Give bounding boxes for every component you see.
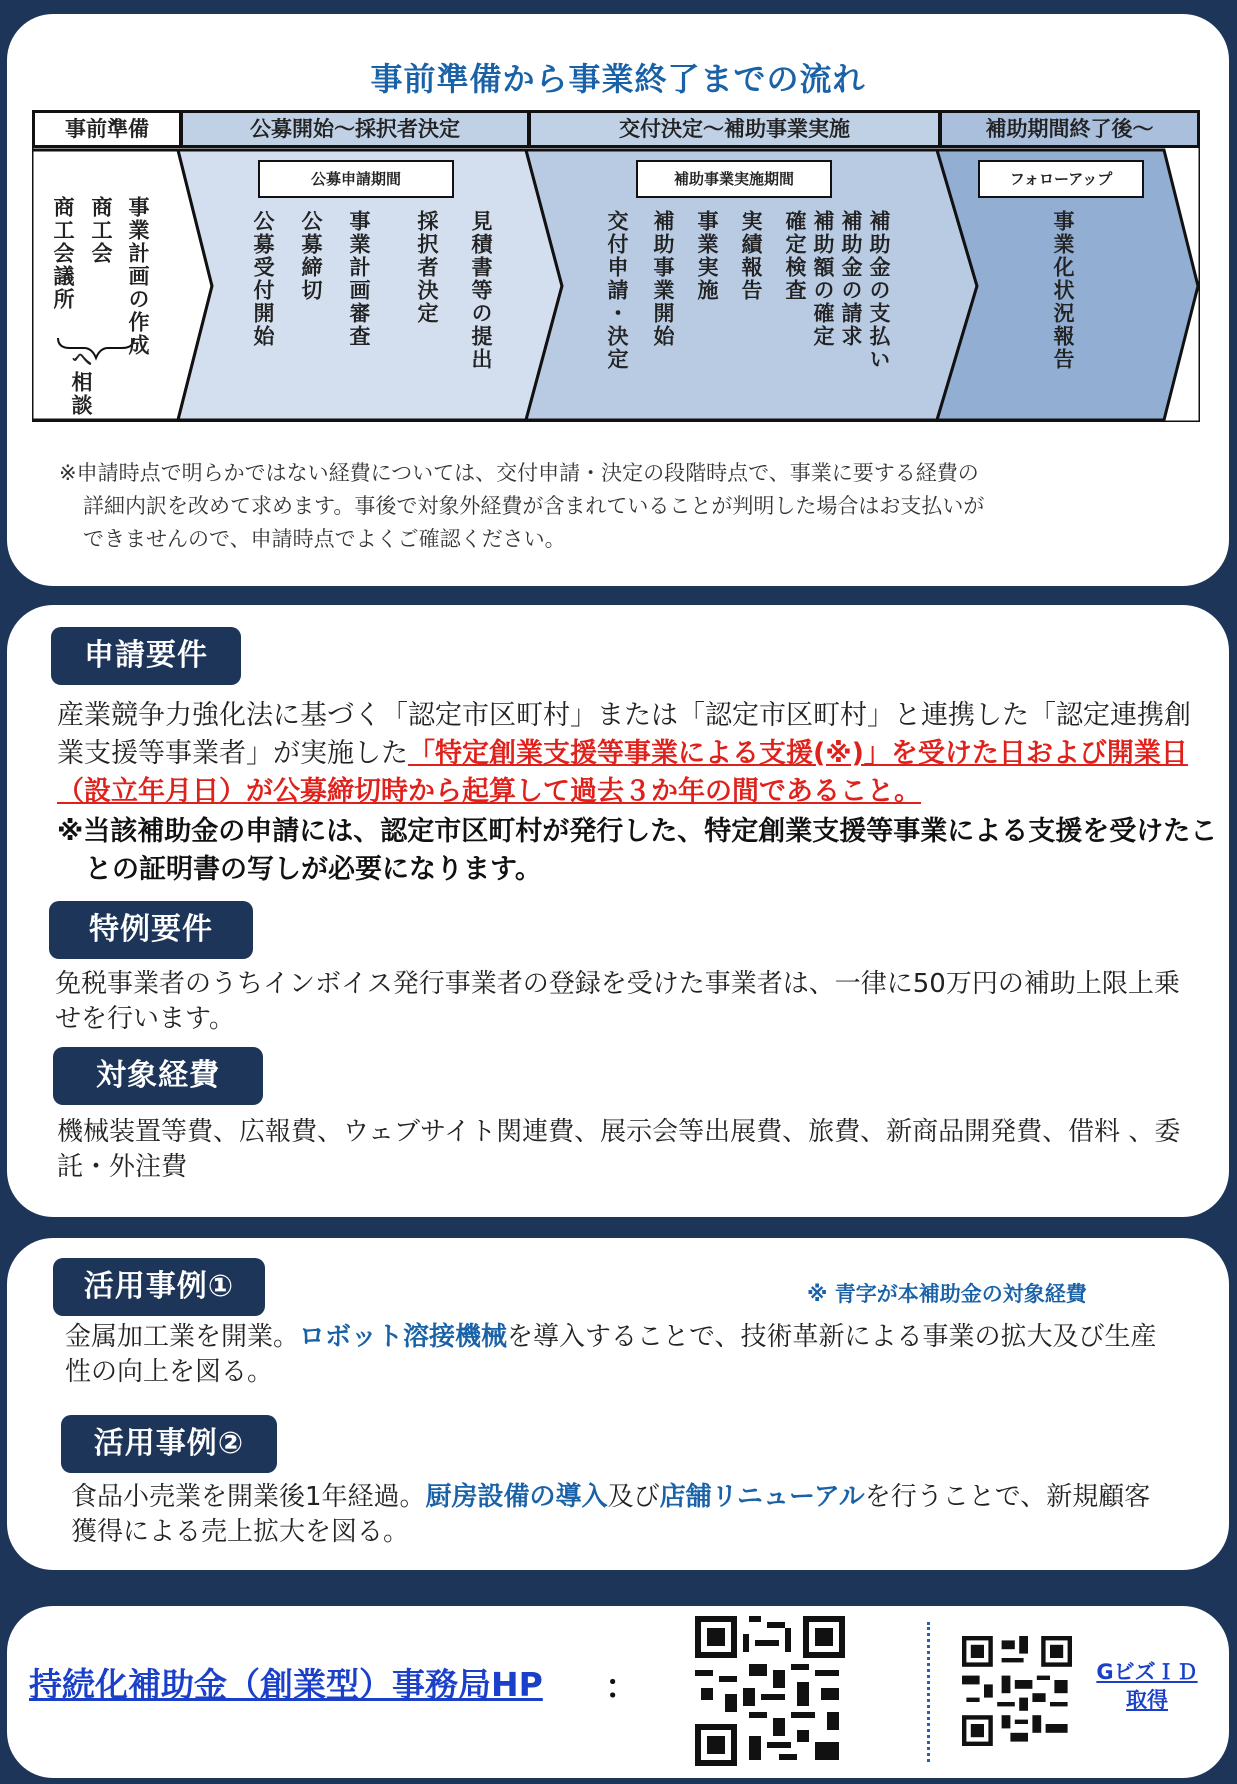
case1-text-a: 金属加工業を開業。 bbox=[65, 1322, 300, 1352]
flow-note bbox=[59, 457, 1189, 556]
gbiz-label-2: 取得 bbox=[1126, 1688, 1168, 1712]
flow-diagram bbox=[32, 110, 1200, 422]
case1-text-b: を導入することで、技術革新による事業の拡大及び生産性の向上を図る。 bbox=[65, 1322, 1157, 1387]
case2-text-b: 及び bbox=[607, 1482, 660, 1512]
step-follow-report: 事業化状況報告 bbox=[1051, 210, 1075, 371]
tag-grant-period: 補助事業実施期間 bbox=[636, 160, 832, 198]
flow-note-line: ※申請時点で明らかではない経費については、交付申請・決定の段階時点で、事業に要する経費の bbox=[59, 461, 979, 485]
case1-cost-robot: ロボット溶接機械 bbox=[299, 1322, 508, 1352]
case1-text bbox=[65, 1320, 1165, 1390]
phase-head-prep: 事前準備 bbox=[32, 110, 182, 148]
costs-title: 対象経費 bbox=[53, 1047, 263, 1105]
hp-link[interactable] bbox=[29, 1659, 543, 1706]
step-grant-inspect: 確定検査 bbox=[783, 210, 807, 302]
case2-title: 活用事例② bbox=[61, 1415, 277, 1473]
gbiz-link[interactable] bbox=[1092, 1658, 1202, 1714]
step-public-quote: 見積書等の提出 bbox=[469, 210, 493, 371]
case-legend: ※ 青字が本補助金の対象経費 bbox=[807, 1282, 1087, 1306]
tag-followup: フォローアップ bbox=[978, 160, 1144, 198]
hp-colon: ： bbox=[605, 1667, 638, 1706]
step-grant-apply: 交付申請・決定 bbox=[605, 210, 629, 371]
gbiz-label-1: GビズＩＤ bbox=[1096, 1660, 1198, 1684]
case2-text-a: 食品小売業を開業後1年経過。 bbox=[71, 1482, 426, 1512]
special-title: 特例要件 bbox=[49, 901, 253, 959]
cases-panel bbox=[7, 1238, 1229, 1570]
step-grant-exec: 事業実施 bbox=[695, 210, 719, 302]
step-grant-payment: 補助金の支払い bbox=[867, 210, 891, 371]
prep-shokokai: 商工会 bbox=[89, 196, 113, 265]
phase-head-public: 公募開始～採択者決定 bbox=[180, 110, 530, 148]
prep-consult: へ相談 bbox=[69, 348, 93, 417]
phase-head-follow: 補助期間終了後～ bbox=[939, 110, 1200, 148]
flow-panel bbox=[7, 14, 1229, 586]
costs-text: 機械装置等費、広報費、ウェブサイト関連費、展示会等出展費、旅費、新商品開発費、借料 、委託・外注費 bbox=[57, 1117, 1181, 1182]
requirements-text bbox=[57, 697, 1207, 811]
case1-title: 活用事例① bbox=[53, 1258, 265, 1316]
case2-cost-renewal: 店舗リニューアル bbox=[659, 1482, 865, 1512]
requirements-text-red: 「特定創業支援等事業による支援(※)」を受けた日および開業日（設立年月日）が公募締切時から起算して過去３か年の間であること。 bbox=[57, 738, 1188, 807]
special-text: 免税事業者のうちインボイス発行事業者の登録を受けた事業者は、一律に50万円の補助上限上乗せを行います。 bbox=[55, 969, 1180, 1034]
footer-divider bbox=[927, 1622, 930, 1762]
step-grant-report: 実績報告 bbox=[739, 210, 763, 302]
case2-text-c: を行うことで、新規顧客獲得による売上拡大を図る。 bbox=[71, 1482, 1151, 1547]
flow-note-line: できませんので、申請時点でよくご確認ください。 bbox=[83, 527, 566, 551]
case2-text bbox=[71, 1480, 1171, 1550]
step-grant-fix: 補助額の確定 bbox=[811, 210, 835, 348]
step-public-deadline: 公募締切 bbox=[299, 210, 323, 302]
prep-plan: 事業計画の作成 bbox=[126, 196, 150, 357]
case2-cost-kitchen: 厨房設備の導入 bbox=[425, 1482, 608, 1512]
step-public-review: 事業計画審査 bbox=[347, 210, 371, 348]
flow-title: 事前準備から事業終了までの流れ bbox=[370, 60, 866, 98]
tag-public-period: 公募申請期間 bbox=[258, 160, 454, 198]
step-public-selection: 採択者決定 bbox=[415, 210, 439, 325]
qr-code-hp-icon[interactable] bbox=[695, 1616, 845, 1766]
hp-link-label: 持続化補助金（創業型）事務局HP bbox=[29, 1665, 543, 1704]
requirements-text-main: 産業競争力強化法に基づく「認定市区町村」または「認定市区町村」と連携した「認定連携創業支援等事業者」が実施した bbox=[57, 700, 1191, 769]
requirements-title: 申請要件 bbox=[51, 627, 241, 685]
footer-panel bbox=[7, 1606, 1229, 1778]
step-public-open: 公募受付開始 bbox=[251, 210, 275, 348]
qr-code-gbiz-icon[interactable] bbox=[962, 1636, 1072, 1746]
requirements-panel bbox=[7, 605, 1229, 1217]
step-grant-claim: 補助金の請求 bbox=[839, 210, 863, 348]
step-grant-start: 補助事業開始 bbox=[651, 210, 675, 348]
phase-head-grant: 交付決定～補助事業実施 bbox=[528, 110, 941, 148]
prep-shokokaigisho: 商工会議所 bbox=[51, 196, 75, 311]
requirements-note: ※当該補助金の申請には、認定市区町村が発行した、特定創業支援等事業による支援を受けたことの証明書の写しが必要になります。 bbox=[57, 816, 1218, 885]
flow-note-line: 詳細内訳を改めて求めます。事後で対象外経費が含まれていることが判明した場合はお支払いが bbox=[83, 494, 985, 518]
